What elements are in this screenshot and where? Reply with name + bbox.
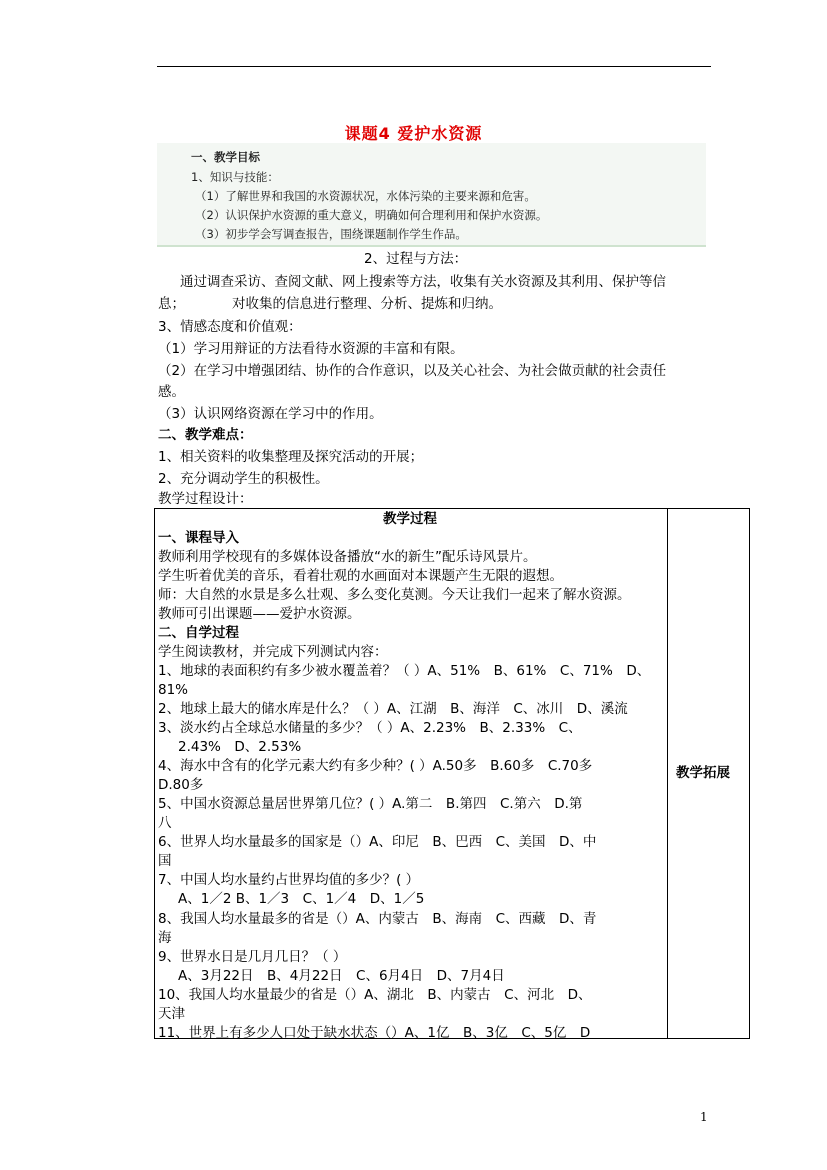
difficulty-item: 2、充分调动学生的积极性。 [158, 471, 329, 487]
extension-label: 教学拓展 [676, 765, 730, 781]
table-line: 天津 [158, 1005, 185, 1022]
table-line: 2.43% D、2.53% [178, 739, 302, 756]
page-number: 1 [700, 1110, 708, 1124]
header-rule [157, 66, 711, 67]
process-cell [155, 509, 668, 1039]
emotion-item: （1）学习用辩证的方法看待水资源的丰富和有限。 [158, 341, 464, 357]
process-heading: 2、过程与方法： [364, 251, 468, 267]
table-line: 5、中国水资源总量居世界第几位？( ）A.第二 B.第四 C.第六 D.第 [158, 796, 583, 813]
emotion-item: 感。 [158, 384, 185, 400]
table-line: 11、世界上有多少人口处于缺水状态（）A、1亿 B、3亿 C、5亿 D [158, 1024, 591, 1041]
process-text: 通过调查采访、查阅文献、网上搜索等方法，收集有关水资源及其利用、保护等信 [180, 274, 666, 290]
table-line: 4、海水中含有的化学元素大约有多少种？( ）A.50多 B.60多 C.70多 [158, 758, 593, 775]
table-line: 3、淡水约占全球总水储量的多少？（ ）A、2.23% B、2.33% C、 [158, 720, 582, 736]
table-line: 学生听着优美的音乐，看着壮观的水画面对本课题产生无限的遐想。 [158, 567, 563, 584]
table-line: 海 [158, 929, 172, 946]
table-header: 教学过程 [383, 511, 437, 527]
objectives-item: （1）了解世界和我国的水资源状况，水体污染的主要来源和危害。 [195, 189, 536, 203]
table-line: 10、我国人均水量最少的省是（）A、湖北 B、内蒙古 C、河北 D、 [158, 986, 592, 1003]
objectives-image [157, 143, 706, 247]
table-line: 8、我国人均水量最多的省是（）A、内蒙古 B、海南 C、西藏 D、青 [158, 910, 597, 927]
design-label: 教学过程设计： [158, 491, 253, 507]
objectives-heading: 一、教学目标 [191, 150, 260, 164]
difficulty-heading: 二、教学难点： [158, 427, 253, 443]
section-heading: 一、课程导入 [158, 529, 239, 546]
emotion-item: （2）在学习中增强团结、协作的合作意识，以及关心社会、为社会做贡献的社会责任 [158, 363, 667, 379]
table-line: 国 [158, 853, 172, 870]
objectives-item: （2）认识保护水资源的重大意义，明确如何合理利用和保护水资源。 [195, 208, 548, 222]
process-text: 息； [158, 296, 185, 312]
table-line: A、3月22日 B、4月22日 C、6月4日 D、7月4日 [178, 967, 505, 984]
teaching-process-table [154, 508, 750, 1039]
table-line: 7、中国人均水量约占世界均值的多少？( ） [158, 872, 420, 889]
table-line: D.80多 [158, 777, 204, 794]
table-line: 八 [158, 815, 172, 832]
objectives-item: （3）初步学会写调查报告，围绕课题制作学生作品。 [195, 227, 467, 241]
table-line: 9、世界水日是几月几日？（ ） [158, 948, 347, 965]
table-line: 师：大自然的水景是多么壮观、多么变化莫测。今天让我们一起来了解水资源。 [158, 586, 631, 603]
table-line: 学生阅读教材，并完成下列测试内容： [158, 643, 388, 660]
table-line: 1、地球的表面积约有多少被水覆盖着？（ ）A、51% B、61% C、71% D、 [158, 662, 651, 679]
table-line: 81% [158, 681, 189, 698]
table-line: A、1／2 B、1／3 C、1／4 D、1／5 [178, 891, 425, 908]
section-heading: 二、自学过程 [158, 624, 239, 641]
process-text: 对收集的信息进行整理、分析、提炼和归纳。 [232, 296, 502, 312]
emotion-heading: 3、情感态度和价值观： [158, 319, 302, 335]
table-line: 教师可引出课题——爱护水资源。 [158, 605, 361, 622]
difficulty-item: 1、相关资料的收集整理及探究活动的开展； [158, 449, 424, 465]
table-line: 2、地球上最大的储水库是什么？（ ）A、江湖 B、海洋 C、冰川 D、溪流 [158, 700, 628, 717]
extension-cell [668, 509, 750, 1039]
table-line: 教师利用学校现有的多媒体设备播放“水的新生”配乐诗风景片。 [158, 548, 537, 565]
objectives-sub: 1、知识与技能： [191, 170, 279, 184]
document-title: 课题4 爱护水资源 [344, 124, 483, 143]
table-line: 6、世界人均水量最多的国家是（）A、印尼 B、巴西 C、美国 D、中 [158, 834, 597, 851]
emotion-item: （3）认识网络资源在学习中的作用。 [158, 406, 383, 422]
